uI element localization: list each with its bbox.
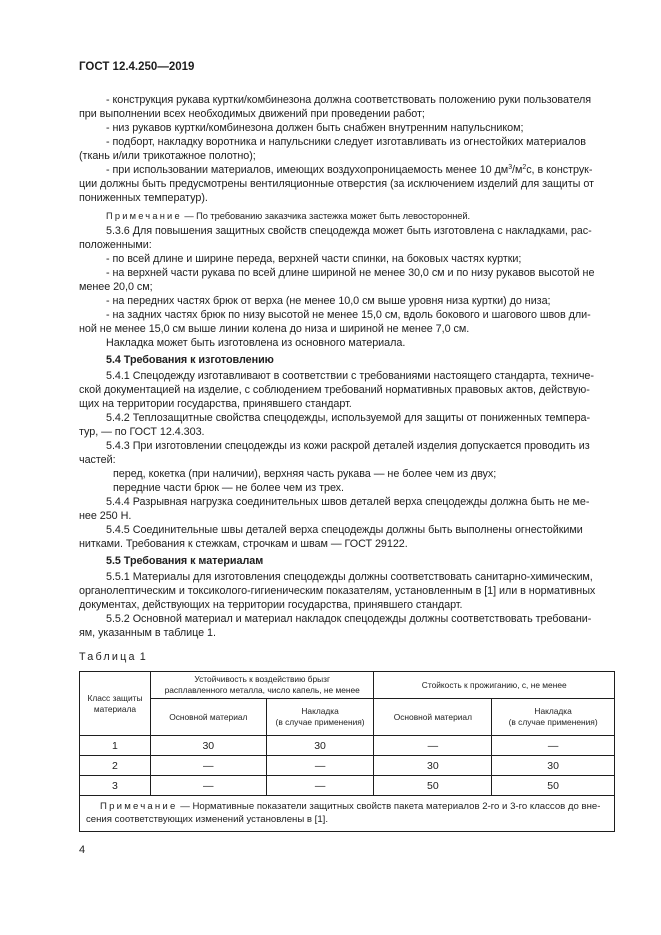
list-item: - конструкция рукава куртки/комбинезона должна соответствовать положению руки пользователя: [106, 94, 592, 106]
table-cell: 30: [150, 736, 266, 756]
section-title-5-5: 5.5 Требования к материалам: [106, 555, 264, 567]
section-title-5-4: 5.4 Требования к изготовлению: [106, 354, 274, 366]
list-item: перед, кокетка (при наличии), верхняя часть рукава — не более чем из двух;: [113, 468, 497, 480]
table-header-overlay: Накладка (в случае применения): [266, 699, 374, 736]
table-cell: 50: [492, 776, 615, 796]
table-header-overlay: Накладка (в случае применения): [492, 699, 615, 736]
table-cell: 50: [374, 776, 492, 796]
table-1: [79, 671, 615, 832]
paragraph-cont: нее 250 Н.: [79, 510, 132, 522]
table-cell: 30: [266, 736, 374, 756]
list-item-cont: ции должны быть предусмотрены вентиляционные отверстия (за исключением изделий для защиты от: [79, 178, 594, 190]
paragraph-cont: органолептическим и токсиколого-гигиеническим показателям, установленным в [1] или в нормативных: [79, 585, 596, 597]
list-item: - на передних частях брюк от верха (не менее 10,0 см выше уровня низа куртки) до низа;: [106, 295, 551, 307]
table-cell: —: [492, 736, 615, 756]
list-item: - при использовании материалов, имеющих воздухопроницаемость менее 10 $дм^3/м^2с$, в конструк-: [106, 164, 593, 176]
paragraph-5-4-1: 5.4.1 Спецодежду изготавливают в соответствии с требованиями настоящего стандарта, техниче-: [106, 370, 594, 382]
paragraph-cont: нитками. Требования к стежкам, строчкам и швам — ГОСТ 29122.: [79, 538, 408, 550]
paragraph-5-4-4: 5.4.4 Разрывная нагрузка соединительных швов деталей верха спецодежды должна быть не ме-: [106, 496, 590, 508]
list-item-cont: (ткань и/или трикотажное полотно);: [79, 150, 256, 162]
table-note: Примечание — Нормативные показатели защитных свойств пакета материалов 2-го и 3-го классов до вне- сения соответствующих изменений установлены в [1].: [80, 796, 615, 832]
table-cell: —: [150, 756, 266, 776]
paragraph-cont: ям, указанным в таблице 1.: [79, 627, 216, 639]
list-item: - подборт, накладку воротника и напульсники следует изготавливать из огнестойких материалов: [106, 136, 586, 148]
list-item-cont: ной не менее 15,0 см выше линии колена до низа и шириной не менее 7,0 см.: [79, 323, 470, 335]
document-code: ГОСТ 12.4.250—2019: [79, 61, 195, 73]
list-item: - на верхней части рукава по всей длине шириной не менее 30,0 см и по низу рукавов высотой не: [106, 267, 595, 279]
paragraph-cont: положенными:: [79, 239, 152, 251]
list-item-cont: менее 20,0 см;: [79, 281, 153, 293]
paragraph-5-3-6: 5.3.6 Для повышения защитных свойств спецодежда может быть изготовлена с накладками, рас-: [106, 225, 592, 237]
table-cell: —: [150, 776, 266, 796]
paragraph-cont: щих на территории государства, принявшего стандарт.: [79, 398, 352, 410]
list-item-cont: пониженных температур).: [79, 192, 208, 204]
page-number: 4: [79, 844, 86, 856]
table-row: [80, 776, 615, 796]
table-header-main: Основной материал: [374, 699, 492, 736]
paragraph-5-4-3: 5.4.3 При изготовлении спецодежды из кожи раскрой деталей изделия допускается проводить из: [106, 440, 590, 452]
paragraph-cont: ской документацией на изделие, с соблюдением требований нормативных правовых актов, действую-: [79, 384, 590, 396]
table-row: [80, 736, 615, 756]
table-cell: —: [266, 756, 374, 776]
table-header-splash: Устойчивость к воздействию брызг расплавленного металла, число капель, не менее: [150, 672, 374, 699]
paragraph-cont: частей:: [79, 454, 116, 466]
table-cell: 3: [80, 776, 151, 796]
paragraph-5-4-2: 5.4.2 Теплозащитные свойства спецодежды, используемой для защиты от пониженных темпера-: [106, 412, 591, 424]
table-cell: 30: [492, 756, 615, 776]
paragraph-5-5-2: 5.5.2 Основной материал и материал накладок спецодежды должны соответствовать требовани-: [106, 613, 592, 625]
list-item: - по всей длине и ширине переда, верхней части спинки, на боковых частях куртки;: [106, 253, 522, 265]
list-item: - на задних частях брюк по низу высотой не менее 15,0 см, вдоль бокового и шагового швов дли-: [106, 309, 591, 321]
paragraph-cont: документах, действующих на территории государства, принявшего стандарт.: [79, 599, 463, 611]
list-item: - низ рукавов куртки/комбинезона должен быть снабжен внутренним напульсником;: [106, 122, 524, 134]
table-row: [80, 756, 615, 776]
table-cell: 1: [80, 736, 151, 756]
table-header-class: Класс защиты материала: [80, 672, 151, 736]
list-item: передние части брюк — не более чем из трех.: [113, 482, 344, 494]
table-header-main: Основной материал: [150, 699, 266, 736]
paragraph-5-4-5: 5.4.5 Соединительные швы деталей верха спецодежды должны быть выполнены огнестойкими: [106, 524, 583, 536]
table-cell: 2: [80, 756, 151, 776]
paragraph-cont: тур, — по ГОСТ 12.4.303.: [79, 426, 205, 438]
table-cell: —: [374, 736, 492, 756]
note: Примечание — По требованию заказчика застежка может быть левосторонней.: [106, 211, 471, 221]
list-item-cont: при выполнении всех необходимых движений при проведении работ;: [79, 108, 425, 120]
table-cell: 30: [374, 756, 492, 776]
paragraph: Накладка может быть изготовлена из основного материала.: [106, 337, 406, 349]
paragraph-5-5-1: 5.5.1 Материалы для изготовления спецодежды должны соответствовать санитарно-химическим,: [106, 571, 593, 583]
table-caption: Таблица 1: [79, 651, 146, 663]
table-header-burn: Стойкость к прожиганию, с, не менее: [374, 672, 615, 699]
table-cell: —: [266, 776, 374, 796]
